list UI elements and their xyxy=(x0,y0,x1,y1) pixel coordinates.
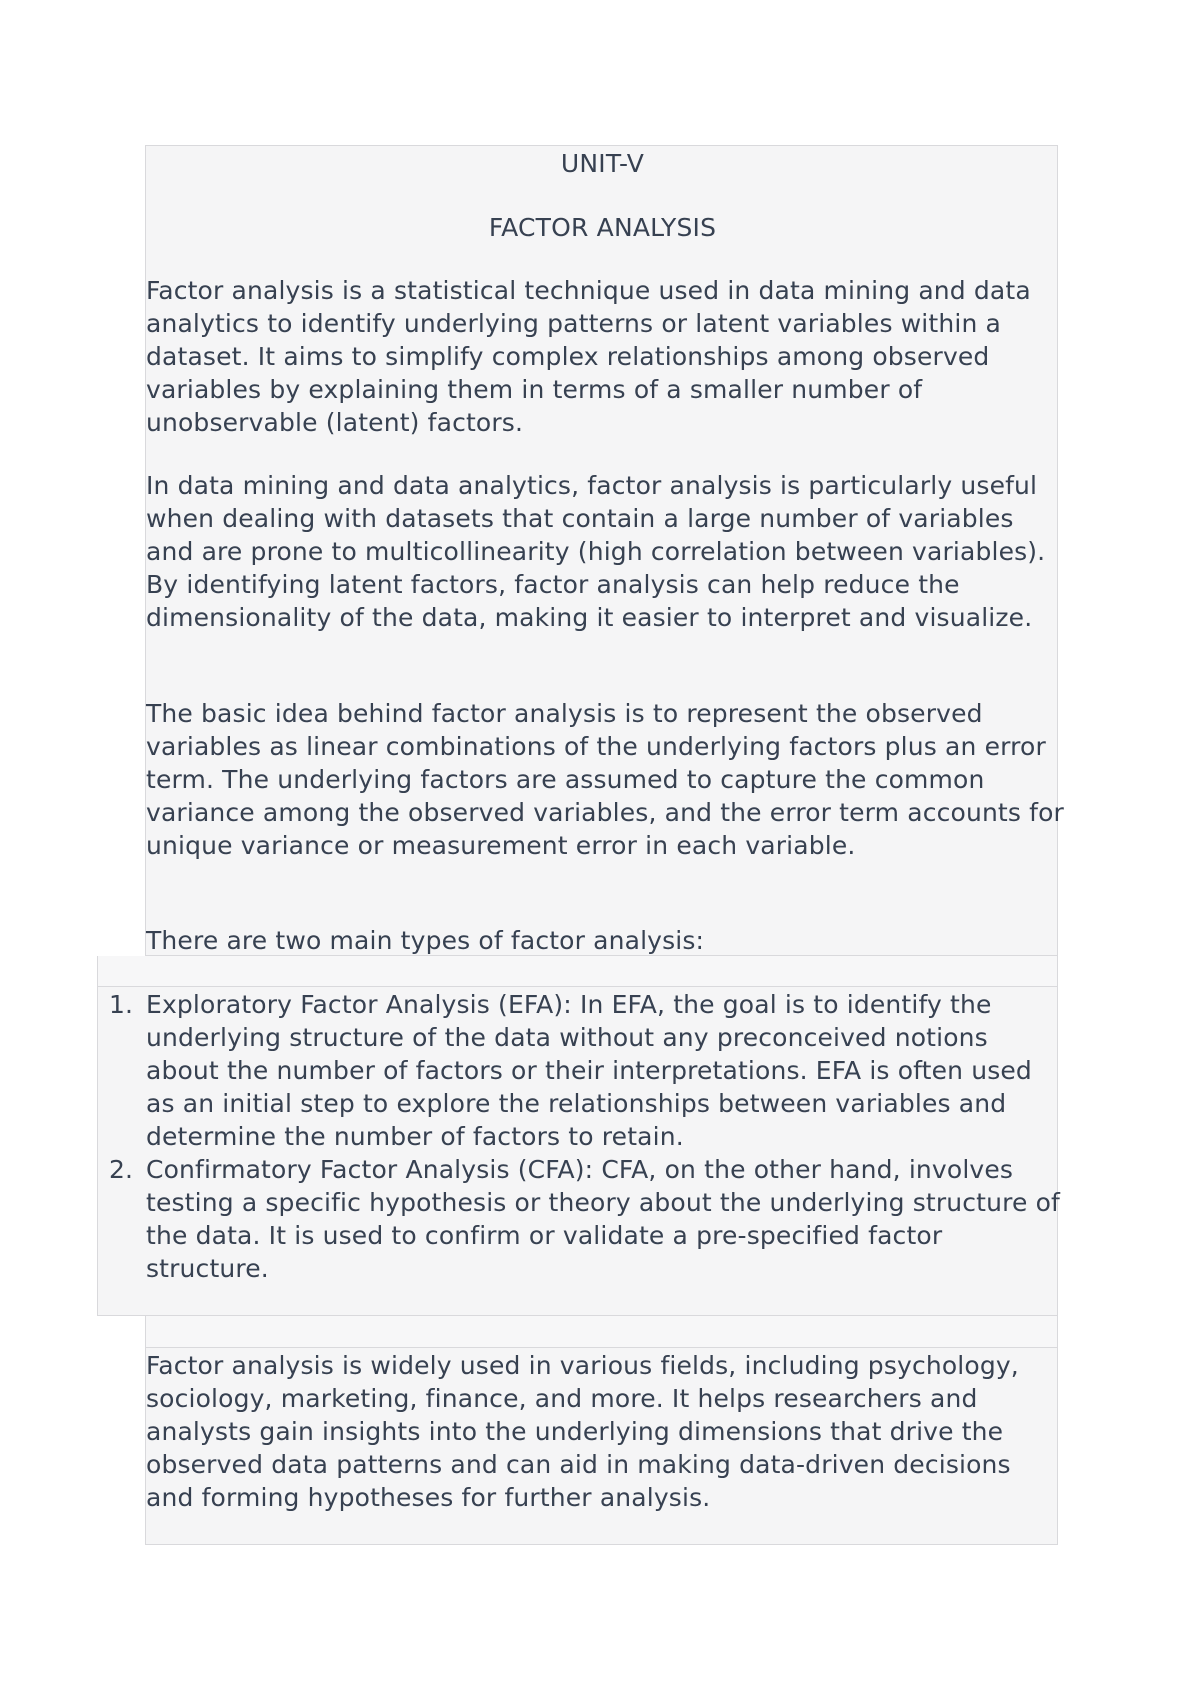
list-item-text: Exploratory Factor Analysis (EFA): In EFA, the goal is to identify the underlying structure of the data without any preconceived notions about the number of factors or their interpretations. EFA is often used as an initial step to explore the relationships between variables and determine the number of factors to retain. xyxy=(146,990,1032,1151)
list-number: 1. xyxy=(109,990,134,1019)
list-item-cfa xyxy=(98,1153,1061,1285)
section-spacer xyxy=(145,1316,1058,1347)
paragraph-types-intro: There are two main types of factor analysis: xyxy=(146,926,705,955)
list-item-efa xyxy=(98,988,1061,1153)
types-list-section xyxy=(97,986,1058,1316)
page-title: FACTOR ANALYSIS xyxy=(488,213,717,242)
paragraph-closing: Factor analysis is widely used in various fields, including psychology, sociology, marketing, finance, and more. It helps researchers and analysts gain insights into the underlying dimensions that drive the observed data patterns and can aid in making data-driven decisions and forming hypotheses for further analysis. xyxy=(146,1351,1019,1512)
paragraph-definition: Factor analysis is a statistical technique used in data mining and data analytics to identify underlying patterns or latent variables within a dataset. It aims to simplify complex relationships among observed variables by explaining them in terms of a smaller number of unobservable (latent) factors. xyxy=(146,276,1031,437)
unit-heading: UNIT-V xyxy=(560,149,645,178)
section-spacer xyxy=(97,956,1058,986)
factor-analysis-types-list xyxy=(98,988,1059,1285)
list-number: 2. xyxy=(109,1155,134,1184)
intro-section xyxy=(145,145,1064,956)
closing-section xyxy=(145,1347,1058,1545)
paragraph-basic-idea: The basic idea behind factor analysis is to represent the observed variables as linear combinations of the underlying factors plus an error term. The underlying factors are assumed to capture the common variance among the observed variables, and the error term accounts for unique variance or measurement error in each variable. xyxy=(146,699,1064,860)
paragraph-usefulness: In data mining and data analytics, factor analysis is particularly useful when dealing with datasets that contain a large number of variables and are prone to multicollinearity (high correlation between variables). By identifying latent factors, factor analysis can help reduce the dimensionality of the data, making it easier to interpret and visualize. xyxy=(146,471,1046,632)
list-item-text: Confirmatory Factor Analysis (CFA): CFA, on the other hand, involves testing a specific hypothesis or theory about the underlying structure of the data. It is used to confirm or validate a pre-specified factor structure. xyxy=(146,1155,1060,1283)
